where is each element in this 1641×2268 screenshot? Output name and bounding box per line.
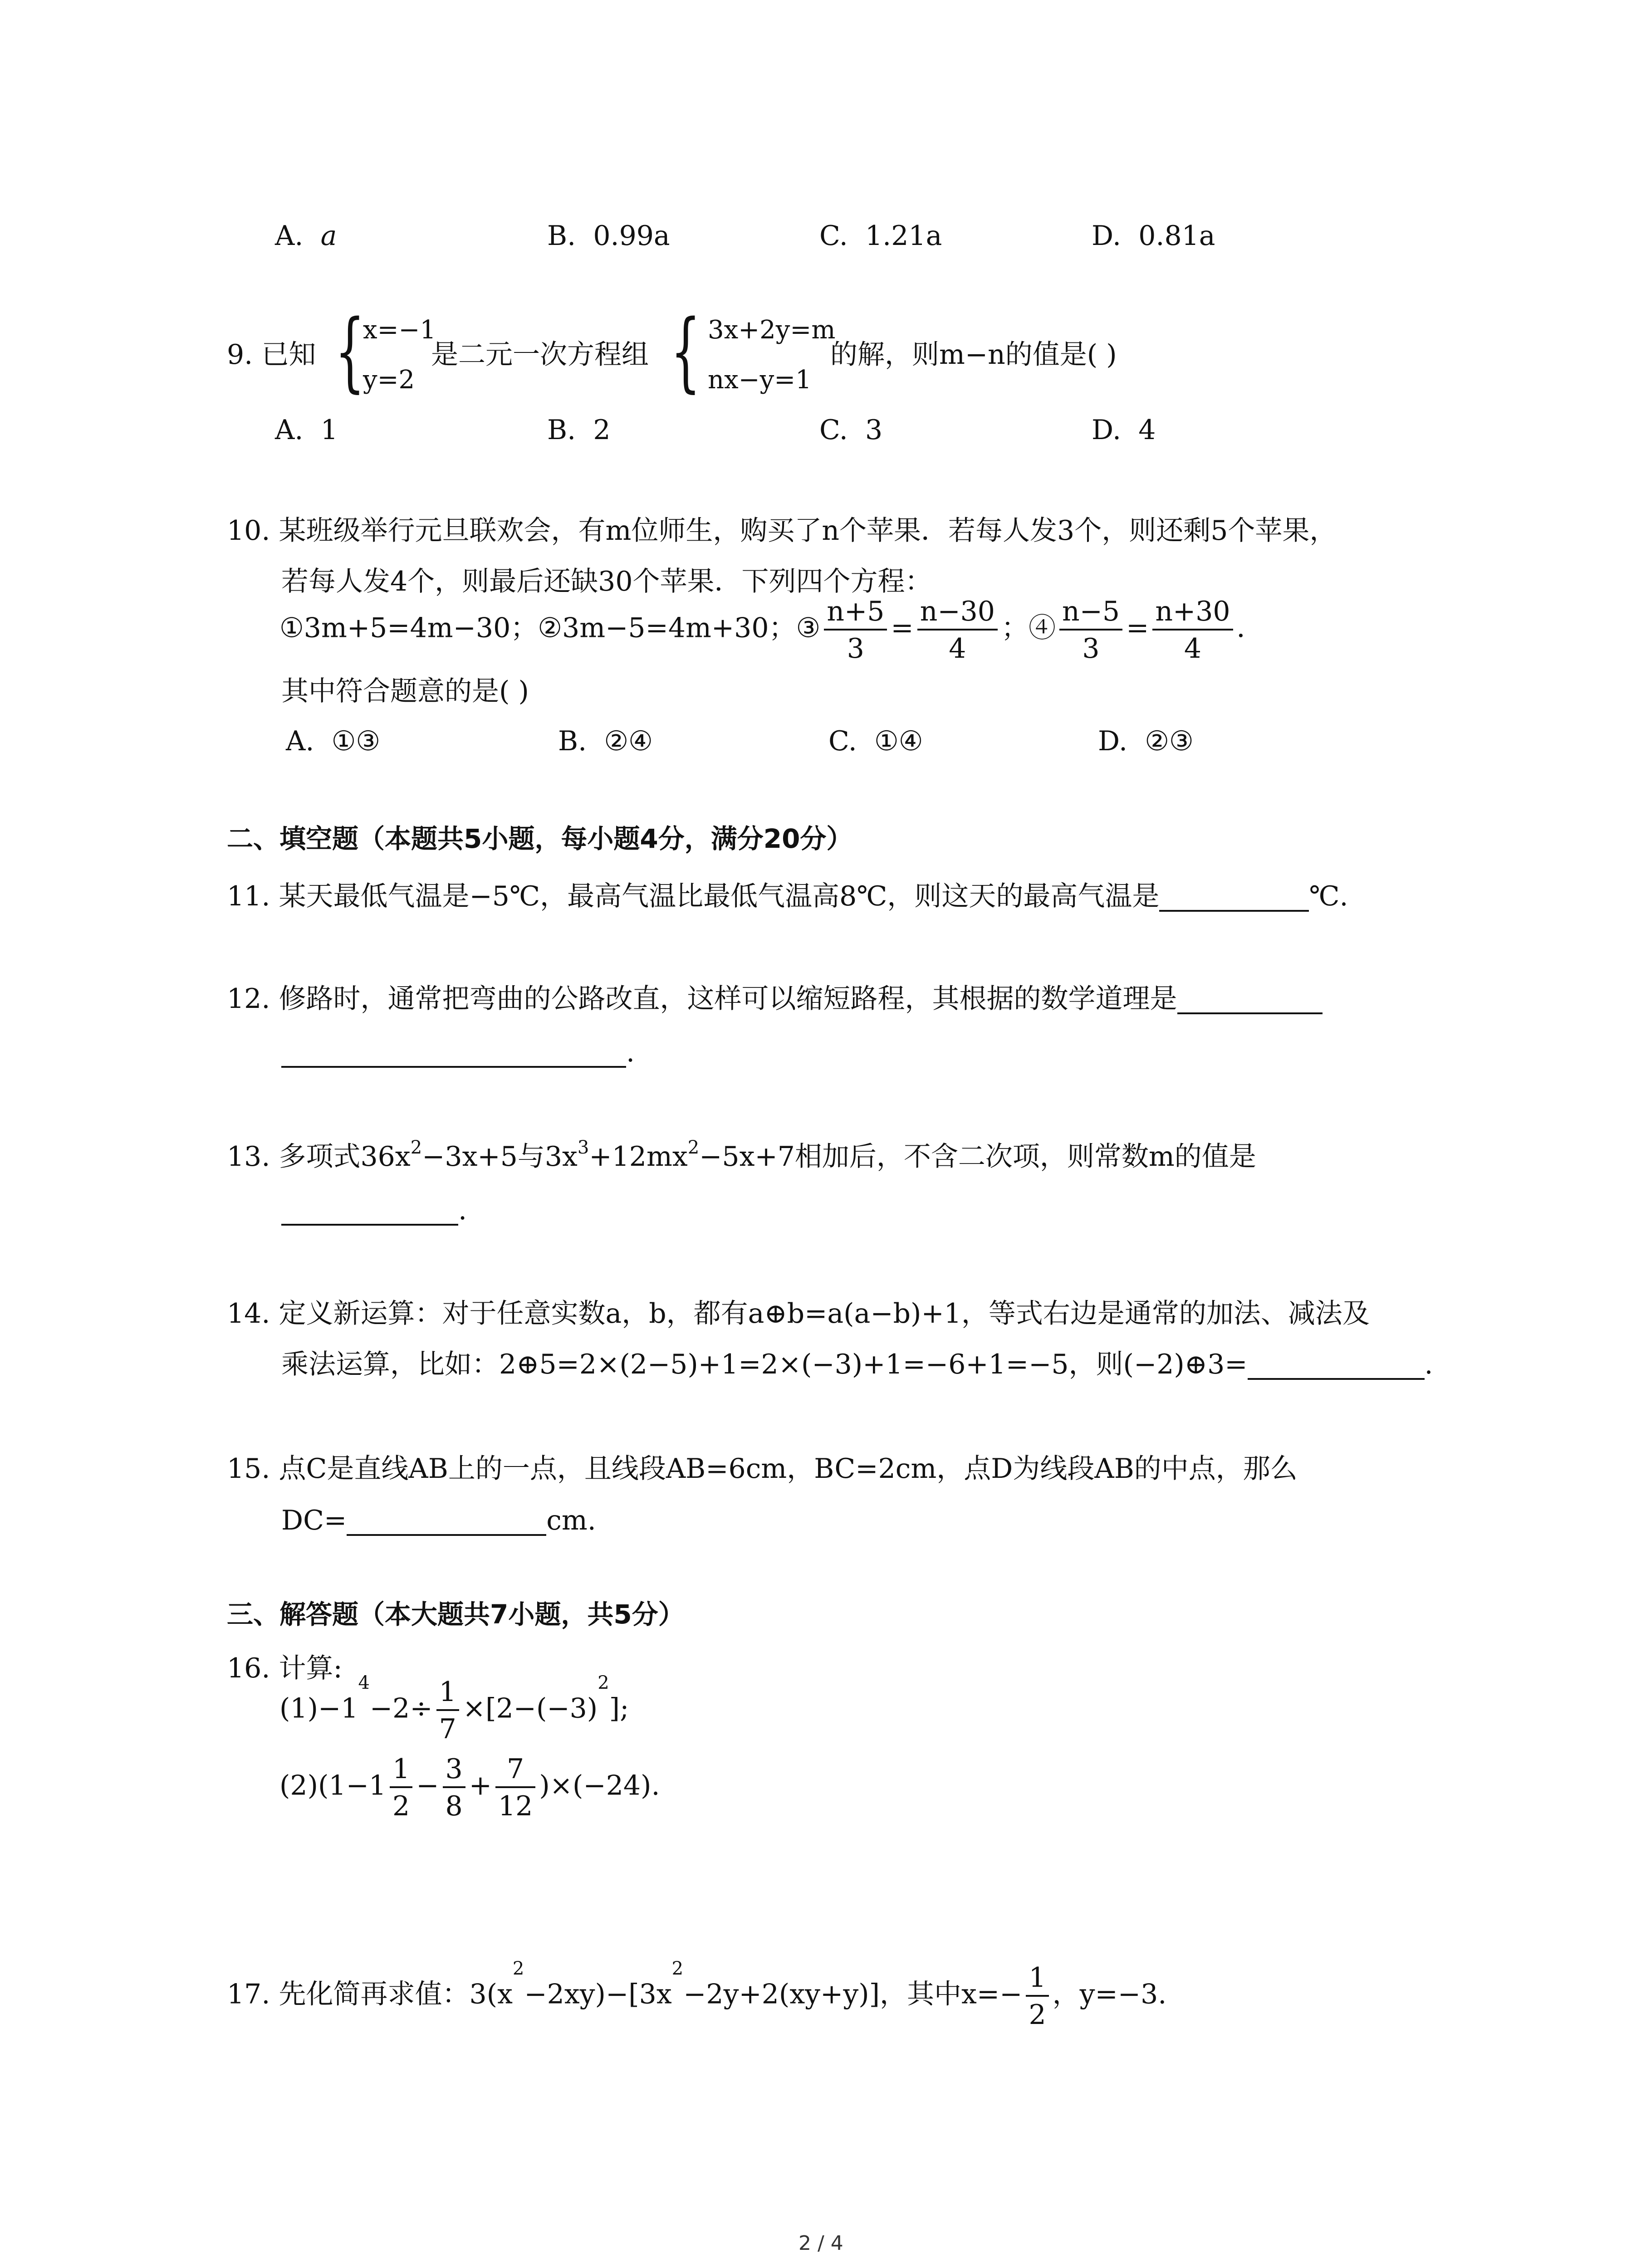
answer-blank[interactable] [1248, 1351, 1425, 1380]
fraction [917, 596, 998, 665]
denominator: 4 [1184, 633, 1202, 665]
q16-part-1 [279, 1672, 629, 1745]
q15-line-1 [227, 1453, 1298, 1485]
option-text: ②④ [604, 725, 653, 757]
numerator: 1 [390, 1755, 412, 1788]
q9-option-a [275, 416, 338, 444]
system-brace-2: { [671, 301, 701, 401]
q12-tail: . [626, 1036, 635, 1068]
q16-part-2 [279, 1755, 660, 1820]
option-text: ①③ [331, 725, 381, 757]
denominator: 3 [847, 633, 864, 665]
q17 [227, 1958, 1167, 2031]
numerator: n+30 [1152, 598, 1233, 631]
page-number: 2 / 4 [798, 2232, 843, 2255]
numerator: 1 [436, 1678, 459, 1711]
q10-text-1: 某班级举行元旦联欢会，有m位师生，购买了n个苹果．若每人发3个，则还剩5个苹果， [279, 515, 1337, 547]
operator: + [469, 1769, 492, 1802]
option-letter: D. [1092, 220, 1122, 252]
section-heading-fill-in: 二、填空题（本题共5小题，每小题4分，满分20分） [227, 823, 853, 854]
question-number: 12. [227, 983, 270, 1015]
question-number: 13. [227, 1141, 270, 1173]
q8-option-c [819, 220, 942, 252]
option-text: 0.81a [1138, 220, 1215, 252]
q8-option-a [275, 220, 337, 252]
fraction [390, 1755, 412, 1820]
q10-option-d [1098, 725, 1194, 757]
expr: 先化简再求值：3(x [279, 1978, 513, 2010]
q15-text-2: DC= [281, 1505, 347, 1536]
answer-blank[interactable] [1159, 883, 1309, 912]
q10-option-b [558, 725, 653, 757]
q10-equations [279, 596, 1264, 665]
option-letter: C. [828, 725, 857, 757]
q8-option-d [1092, 220, 1215, 252]
denominator: 2 [1029, 1999, 1046, 2031]
option-text: 1 [320, 414, 338, 446]
fraction [436, 1678, 459, 1743]
q11-text: 某天最低气温是−5℃，最高气温比最低气温高8℃，则这天的最高气温是 [279, 880, 1160, 912]
option-letter: A. [275, 414, 304, 446]
q14-text-1: 定义新运算：对于任意实数a，b，都有a⊕b=a(a−b)+1，等式右边是通常的加法、减法及 [279, 1298, 1370, 1330]
exponent: 3 [577, 1137, 589, 1158]
q14-line-2 [281, 1351, 1433, 1380]
option-text: 0.99a [593, 220, 670, 252]
option-letter: A. [286, 725, 314, 757]
question-number: 10. [227, 515, 270, 547]
q16-title [227, 1652, 343, 1684]
option-letter: C. [819, 414, 848, 446]
eq-separator: ；④ [1001, 612, 1056, 644]
q8-option-b [547, 220, 670, 252]
numerator: 7 [495, 1755, 535, 1788]
q14-line-1 [227, 1298, 1370, 1330]
q9-suffix: 的解，则m−n的值是( ) [830, 339, 1117, 371]
exponent: 2 [512, 1958, 524, 1979]
q16-title-text: 计算: [279, 1652, 343, 1684]
q10-option-c [828, 725, 923, 757]
q12-text: 修路时，通常把弯曲的公路改直，这样可以缩短路程，其根据的数学道理是 [279, 983, 1177, 1015]
fraction [1059, 596, 1122, 665]
numerator: n−30 [917, 598, 998, 631]
fraction [495, 1755, 535, 1820]
eq-text: ①3m+5=4m−30；②3m−5=4m+30；③ [279, 612, 821, 644]
expr: −2÷ [369, 1692, 433, 1725]
option-letter: C. [819, 220, 848, 252]
option-letter: B. [547, 220, 576, 252]
q13-text: −3x+5与3x [422, 1141, 578, 1173]
question-number: 16. [227, 1652, 270, 1684]
exponent: 2 [598, 1672, 609, 1693]
option-letter: D. [1092, 414, 1122, 446]
numerator: 3 [443, 1755, 465, 1788]
denominator: 8 [445, 1790, 463, 1822]
q9-option-b [547, 416, 611, 444]
option-letter: D. [1098, 725, 1128, 757]
q13-text: 多项式36x [279, 1141, 411, 1173]
numerator: 1 [1026, 1964, 1048, 1997]
expr: (2)(1−1 [279, 1769, 387, 1802]
q11 [227, 880, 1348, 912]
option-text: 4 [1138, 414, 1156, 446]
q12 [227, 985, 1323, 1014]
q14-text-2: 乘法运算，比如：2⊕5=2×(2−5)+1=2×(−3)+1=−6+1=−5，则(−2)⊕3= [281, 1349, 1248, 1380]
system-brace-1: { [335, 301, 365, 401]
q10-line-1 [227, 515, 1337, 547]
q9-prefix: 已知 [261, 339, 316, 371]
q9-middle: 是二元一次方程组 [431, 339, 649, 371]
eq-sign: = [891, 612, 914, 644]
eq-end: ． [1236, 612, 1264, 644]
answer-blank[interactable] [281, 1197, 458, 1226]
question-number: 9. [227, 339, 253, 371]
q15-tail: cm. [546, 1505, 596, 1536]
sys1-row-2: y=2 [363, 365, 415, 395]
q14-tail: . [1424, 1349, 1433, 1380]
option-text: 2 [593, 414, 611, 446]
option-text: a [320, 220, 337, 252]
expr: ]; [609, 1692, 629, 1725]
option-text: 1.21a [865, 220, 942, 252]
option-text: 3 [865, 414, 883, 446]
q13-continuation [281, 1194, 467, 1226]
exponent: 2 [671, 1958, 684, 1979]
fraction [824, 596, 887, 665]
q10-option-a [286, 725, 381, 757]
numerator: n+5 [824, 598, 887, 631]
option-letter: B. [558, 725, 587, 757]
option-letter: B. [547, 414, 576, 446]
option-letter: A. [275, 220, 304, 252]
option-text: ①④ [874, 725, 923, 757]
q12-continuation [281, 1036, 635, 1068]
q9-intro [227, 339, 316, 371]
expr: (1)−1 [279, 1692, 358, 1725]
answer-blank[interactable] [1177, 985, 1323, 1014]
answer-blank[interactable] [347, 1507, 546, 1536]
q9-option-c [819, 416, 882, 444]
q10-line-4: 其中符合题意的是( ) [281, 675, 529, 707]
q13-tail: . [458, 1194, 467, 1226]
q9-option-d [1092, 416, 1156, 444]
answer-blank[interactable] [281, 1039, 626, 1068]
question-number: 14. [227, 1298, 270, 1330]
question-number: 15. [227, 1453, 270, 1485]
option-text: ②③ [1145, 725, 1194, 757]
exponent: 2 [410, 1137, 422, 1158]
expr: ，y=−3. [1052, 1978, 1167, 2010]
q15-line-2 [281, 1507, 596, 1536]
numerator: n−5 [1059, 598, 1122, 631]
denominator: 12 [498, 1790, 533, 1822]
expr: ×[2−(−3) [462, 1692, 598, 1725]
eq-sign: = [1126, 612, 1149, 644]
expr: −2xy)−[3x [524, 1978, 672, 2010]
q15-text-1: 点C是直线AB上的一点，且线段AB=6cm，BC=2cm，点D为线段AB的中点，那么 [279, 1453, 1298, 1485]
sys2-row-2: nx−y=1 [708, 365, 812, 395]
denominator: 7 [439, 1713, 456, 1745]
fraction [443, 1755, 465, 1820]
section-heading-answer: 三、解答题（本大题共7小题，共5分） [227, 1599, 685, 1630]
sys2-row-1: 3x+2y=m [708, 315, 836, 345]
fraction [1152, 596, 1233, 665]
q11-tail: ℃. [1309, 880, 1348, 912]
exponent: 4 [358, 1672, 370, 1693]
expr: −2y+2(xy+y)]，其中x=− [683, 1978, 1023, 2010]
q13-text: +12mx [589, 1141, 688, 1173]
question-number: 11. [227, 880, 270, 912]
q13-text: −5x+7相加后，不含二次项，则常数m的值是 [699, 1141, 1256, 1173]
q10-line-2: 若每人发4个，则最后还缺30个苹果．下列四个方程： [281, 566, 932, 597]
q13 [227, 1137, 1256, 1173]
fraction [1026, 1962, 1048, 2031]
expr: )×(−24). [539, 1769, 660, 1802]
sys1-row-1: x=−1 [363, 315, 436, 345]
denominator: 4 [949, 633, 966, 665]
operator: − [416, 1769, 439, 1802]
denominator: 3 [1082, 633, 1100, 665]
question-number: 17. [227, 1978, 270, 2010]
exponent: 2 [687, 1137, 700, 1158]
denominator: 2 [392, 1790, 410, 1822]
